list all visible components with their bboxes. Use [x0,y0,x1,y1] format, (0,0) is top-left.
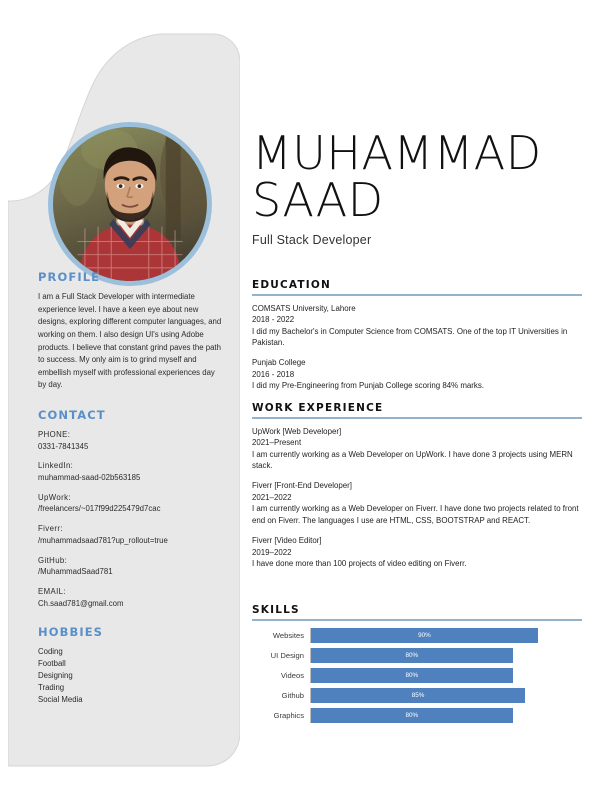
work-entry [252,480,582,526]
list-item: Designing [38,670,73,680]
chart-row [252,668,582,683]
contact-item-github[interactable] [38,555,224,578]
chart-value-label: 80% [405,711,419,719]
list-item: Football [38,659,66,669]
list-item: Coding [38,647,63,657]
entry-description: I did my Bachelor's in Computer Science from COMSATS. One of the top IT Universities in Pakistan. [252,326,568,347]
chart-category-label: Websites [272,630,304,640]
contact-item-phone [38,429,224,452]
entry-title: Fiverr [Front-End Developer] [252,481,352,491]
contact-value[interactable]: /muhammadsaad781?up_rollout=true [38,535,168,545]
contact-item-fiverr[interactable] [38,523,224,546]
entry-description: I am currently working as a Web Developer on UpWork. I have done 3 projects using MERN stack. [252,449,573,470]
chart-bar [311,668,513,683]
entry-date: 2021–Present [252,438,302,448]
entry-title: UpWork [Web Developer] [252,426,342,436]
work-experience-section [252,402,582,579]
entry-description: I did my Pre-Engineering from Punjab College scoring 84% marks. [252,381,485,391]
contact-value[interactable]: /freelancers/~017f99d225479d7cac [38,504,161,514]
entry-description: I have done more than 100 projects of video editing on Fiverr. [252,559,467,569]
entry-title: COMSATS University, Lahore [252,303,356,313]
chart-category-label: Graphics [273,710,304,720]
chart-row [252,708,582,723]
chart-row [252,688,582,703]
hobbies-section [38,625,224,705]
entry-description: I am currently working as a Web Developer on Fiverr. I have done two projects related to front end on Fiverr. The languages I use are HTML, CSS, BOOTSTRAP and REACT. [252,504,579,525]
work-rule [252,417,582,419]
contact-item-linkedin[interactable] [38,460,224,483]
chart-value-label: 85% [411,691,425,699]
work-entry [252,426,582,472]
chart-bar [311,708,513,723]
list-item: Social Media [38,694,83,704]
chart-row [252,648,582,663]
contact-item-upwork[interactable] [38,492,224,515]
contact-label: EMAIL: [38,586,66,596]
list-item: Trading [38,682,65,692]
entry-date: 2018 - 2022 [252,315,295,325]
chart-track [310,648,582,663]
contact-item-email[interactable] [38,586,224,609]
chart-value-label: 80% [405,651,419,659]
entry-title: Punjab College [252,358,306,368]
entry-date: 2021–2022 [252,492,292,502]
sidebar-content [38,270,224,721]
contact-section [38,408,224,609]
chart-bar [311,628,538,643]
contact-value[interactable]: /MuhammadSaad781 [38,567,113,577]
skills-rule [252,619,582,621]
contact-label: GitHub: [38,555,68,565]
education-entry [252,357,582,391]
entry-date: 2019–2022 [252,547,292,557]
education-heading: EDUCATION [252,279,332,291]
chart-category-label: UI Design [270,650,304,660]
entry-date: 2016 - 2018 [252,369,295,379]
chart-row [252,628,582,643]
hobbies-heading: HOBBIES [38,625,104,640]
contact-label: UpWork: [38,492,71,502]
chart-track [310,628,582,643]
profile-section [38,270,224,392]
chart-value-label: 80% [405,671,419,679]
skills-section [252,604,582,732]
first-name: MUHAMMAD [252,126,542,180]
skills-heading: SKILLS [252,604,300,616]
work-heading: WORK EXPERIENCE [252,402,384,414]
contact-heading: CONTACT [38,408,106,422]
contact-label: PHONE: [38,430,71,439]
work-entry [252,535,582,569]
entry-title: Fiverr [Video Editor] [252,536,322,546]
profile-text: I am a Full Stack Developer with intermediate experience level. I have a keen eye about new designs, exploring different computer languages, and working on them. I also design UI's using Adobe products. I believe that constant grind paves the path to success. My only aim is to grind myself and embellish myself with professional experiences day by day. [38,292,222,390]
profile-heading: PROFILE [38,270,101,284]
contact-label: LinkedIn: [38,461,74,471]
chart-category-label: Videos [280,670,304,680]
chart-track [310,708,582,723]
chart-bar [311,688,525,703]
job-title: Full Stack Developer [252,232,372,247]
chart-track [310,668,582,683]
name-header [252,126,592,247]
chart-value-label: 90% [418,631,431,639]
last-name: SAAD [252,172,384,227]
chart-bar [311,648,513,663]
contact-label: Fiverr: [38,524,63,534]
education-section [252,279,582,401]
skills-bar-chart [252,628,582,732]
chart-category-label: Github [281,690,304,700]
contact-value[interactable]: muhammad-saad-02b563185 [38,473,141,483]
education-rule [252,294,582,296]
profile-photo [48,122,212,286]
education-entry [252,303,582,349]
contact-value[interactable]: Ch.saad781@gmail.com [38,598,124,608]
chart-track [310,688,582,703]
contact-value: 0331-7841345 [38,441,89,451]
